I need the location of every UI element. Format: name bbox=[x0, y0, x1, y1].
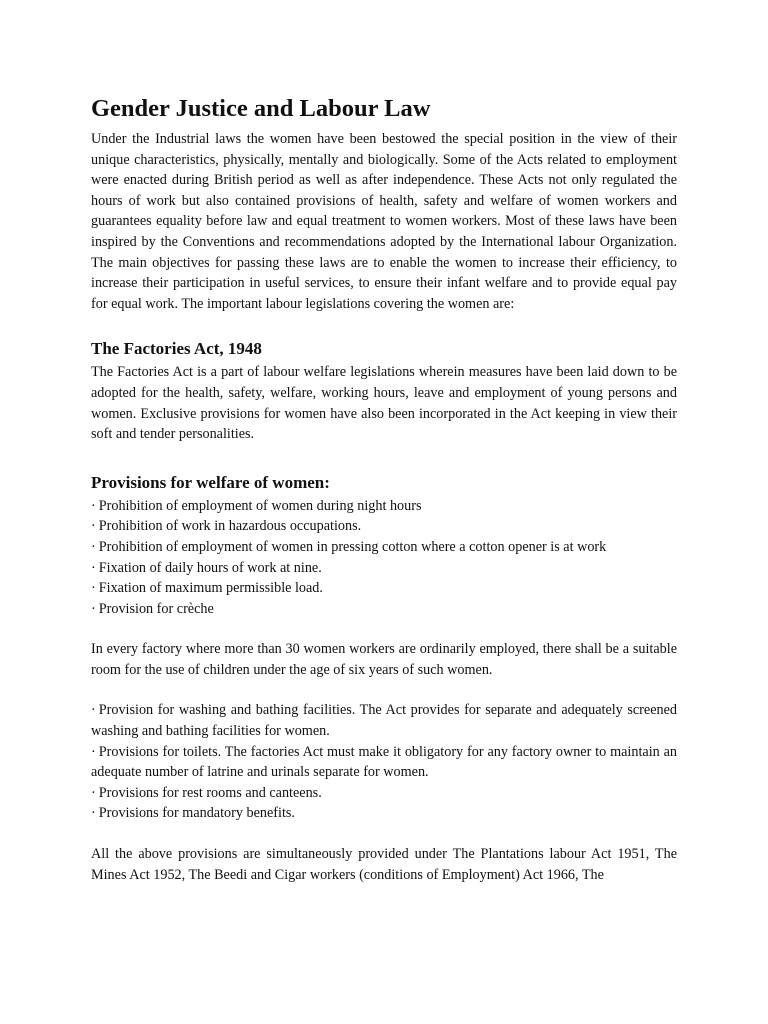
list-item: · Prohibition of work in hazardous occupations. bbox=[91, 518, 362, 535]
closing-paragraph: All the above provisions are simultaneously provided under The Plantations labour Act 1951, The Mines Act 1952, The Beedi and Cigar workers (conditions of Employment) Act 1966, The bbox=[91, 846, 677, 883]
list-item: · Fixation of daily hours of work at nine. bbox=[91, 559, 322, 576]
creche-paragraph: In every factory where more than 30 women workers are ordinarily employed, there shall be a suitable room for the use of children under the age of six years of such women. bbox=[91, 641, 677, 678]
welfare-provisions-heading: Provisions for welfare of women: bbox=[91, 472, 330, 492]
factories-act-paragraph: The Factories Act is a part of labour welfare legislations wherein measures have been laid down to be adopted for the health, safety, welfare, working hours, leave and employment of young persons and women. Exclusive provisions for women have also been incorporated in the Act keeping in view their soft and tender personalities. bbox=[91, 364, 677, 443]
list-item: · Prohibition of employment of women in pressing cotton where a cotton opener is at work bbox=[91, 538, 607, 555]
factories-act-heading: The Factories Act, 1948 bbox=[91, 339, 262, 359]
list-item: · Provision for washing and bathing facilities. The Act provides for separate and adequately screened washing and bathing facilities for women. bbox=[91, 702, 677, 740]
list-item: · Provisions for toilets. The factories Act must make it obligatory for any factory owner to maintain an adequate number of latrine and urinals separate for women. bbox=[91, 743, 677, 781]
list-item: · Provision for crèche bbox=[91, 600, 214, 617]
list-item: · Fixation of maximum permissible load. bbox=[91, 580, 323, 597]
document-content bbox=[91, 95, 677, 885]
intro-paragraph: Under the Industrial laws the women have been bestowed the special position in the view of their unique characteristics, physically, mentally and biologically. Some of the Acts related to employment were enacted during British period as well as after independence. These Acts not only regulated the hours of work but also contained provisions of health, safety and welfare of women workers and guarantees equality before law and equal treatment to women workers. Most of these laws have been inspired by the Conventions and recommendations adopted by the International labour Organization. The main objectives for passing these laws are to enable the women to increase their efficiency, to increase their participation in useful services, to ensure their infant welfare and to provide equal pay for equal work. The important labour legislations covering the women are: bbox=[91, 131, 677, 312]
list-item: · Provisions for mandatory benefits. bbox=[91, 805, 295, 822]
list-item: · Prohibition of employment of women during night hours bbox=[91, 497, 422, 514]
document-title: Gender Justice and Labour Law bbox=[91, 95, 431, 122]
list-item: · Provisions for rest rooms and canteens. bbox=[91, 784, 322, 801]
facilities-list bbox=[91, 700, 677, 824]
welfare-provisions-list bbox=[91, 496, 677, 620]
